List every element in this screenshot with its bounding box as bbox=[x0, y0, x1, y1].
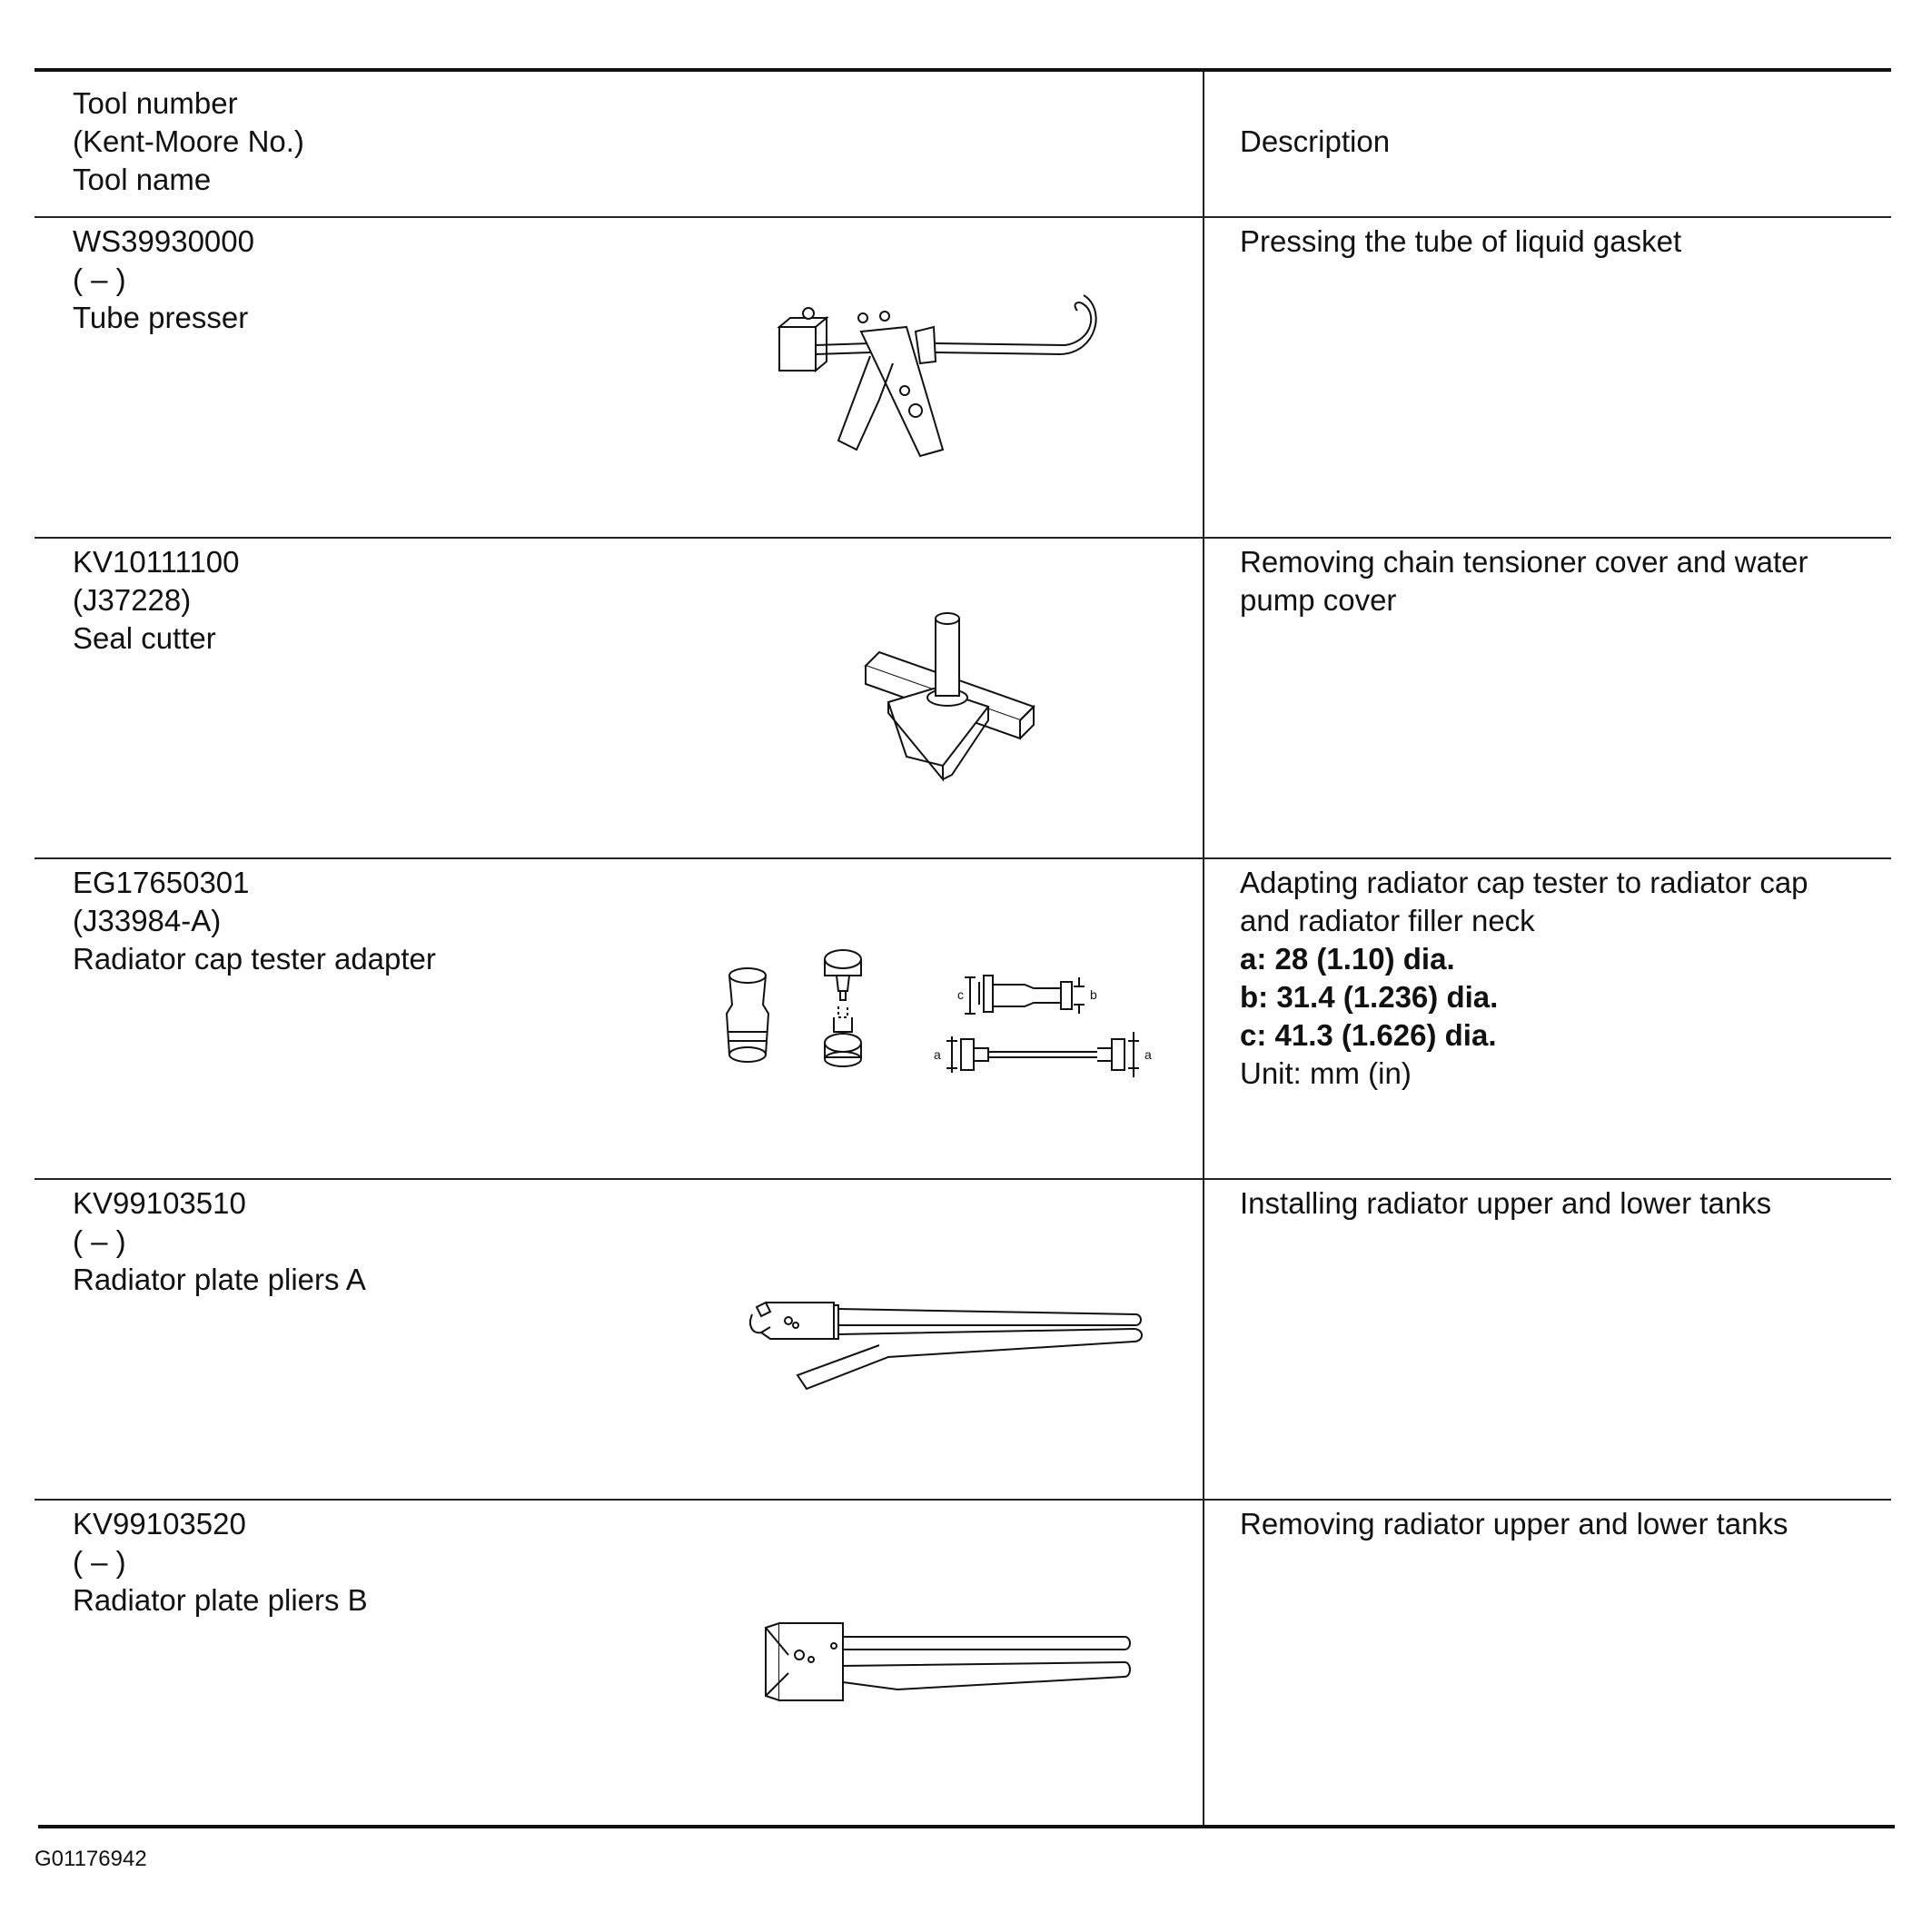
tool-identity bbox=[73, 1505, 368, 1620]
tool-identity bbox=[73, 1184, 366, 1299]
radiator-cap-tester-adapter-illustration bbox=[716, 941, 1188, 1095]
kent-moore-number: (J37228) bbox=[73, 583, 192, 617]
header-tool-name: Tool name bbox=[73, 163, 212, 196]
tool-identity bbox=[73, 864, 436, 978]
tool-identity bbox=[73, 223, 254, 337]
table-header-row bbox=[35, 72, 1891, 218]
seal-cutter-illustration bbox=[816, 602, 1070, 811]
tool-number: KV99103520 bbox=[73, 1507, 246, 1541]
dim-label-c: c bbox=[957, 987, 964, 1002]
dim-label-a-right: a bbox=[1144, 1047, 1152, 1062]
tool-name: Radiator cap tester adapter bbox=[73, 942, 436, 976]
table-row bbox=[35, 1501, 1891, 1825]
tool-name: Seal cutter bbox=[73, 621, 216, 655]
header-description: Description bbox=[1240, 124, 1391, 158]
tool-name: Radiator plate pliers A bbox=[73, 1263, 366, 1296]
tool-number: EG17650301 bbox=[73, 866, 250, 899]
figure-code: G01176942 bbox=[35, 1847, 147, 1871]
description-line: Installing radiator upper and lower tanks bbox=[1240, 1186, 1772, 1220]
header-tool-column bbox=[73, 84, 304, 199]
tool-description bbox=[1240, 223, 1876, 261]
tool-description bbox=[1240, 543, 1876, 619]
tool-name: Radiator plate pliers B bbox=[73, 1583, 368, 1617]
kent-moore-number: (J33984-A) bbox=[73, 904, 222, 937]
dim-label-a-left: a bbox=[934, 1047, 941, 1062]
kent-moore-number: ( – ) bbox=[73, 1545, 126, 1579]
spec-a: a: 28 (1.10) dia. bbox=[1240, 942, 1455, 976]
spec-c: c: 41.3 (1.626) dia. bbox=[1240, 1018, 1497, 1052]
description-line: Removing radiator upper and lower tanks bbox=[1240, 1507, 1788, 1541]
tube-presser-illustration bbox=[734, 291, 1124, 472]
table-row bbox=[35, 1180, 1891, 1501]
description-line: Adapting radiator cap tester to radiator cap bbox=[1240, 866, 1808, 899]
tool-number: KV99103510 bbox=[73, 1186, 246, 1220]
tool-number: WS39930000 bbox=[73, 224, 254, 258]
tool-description bbox=[1240, 864, 1876, 1093]
tool-identity bbox=[73, 543, 240, 658]
radiator-plate-pliers-b-illustration bbox=[761, 1619, 1143, 1728]
radiator-plate-pliers-a-illustration bbox=[743, 1289, 1161, 1407]
tool-name: Tube presser bbox=[73, 301, 249, 334]
spec-b: b: 31.4 (1.236) dia. bbox=[1240, 980, 1499, 1014]
tool-description bbox=[1240, 1505, 1876, 1543]
table-row bbox=[35, 859, 1891, 1180]
description-line: Pressing the tube of liquid gasket bbox=[1240, 224, 1682, 258]
description-line: pump cover bbox=[1240, 583, 1397, 617]
description-line: Removing chain tensioner cover and water bbox=[1240, 545, 1808, 579]
table-row bbox=[35, 218, 1891, 539]
table-row bbox=[35, 539, 1891, 859]
tool-description bbox=[1240, 1184, 1876, 1223]
header-tool-number: Tool number bbox=[73, 86, 238, 120]
description-line: and radiator filler neck bbox=[1240, 904, 1535, 937]
tool-number: KV10111100 bbox=[73, 545, 240, 579]
header-kent-moore: (Kent-Moore No.) bbox=[73, 124, 304, 158]
kent-moore-number: ( – ) bbox=[73, 1224, 126, 1258]
dim-label-b: b bbox=[1090, 987, 1097, 1002]
table-bottom-rule bbox=[38, 1825, 1895, 1828]
unit-label: Unit: mm (in) bbox=[1240, 1056, 1412, 1090]
kent-moore-number: ( – ) bbox=[73, 263, 126, 296]
